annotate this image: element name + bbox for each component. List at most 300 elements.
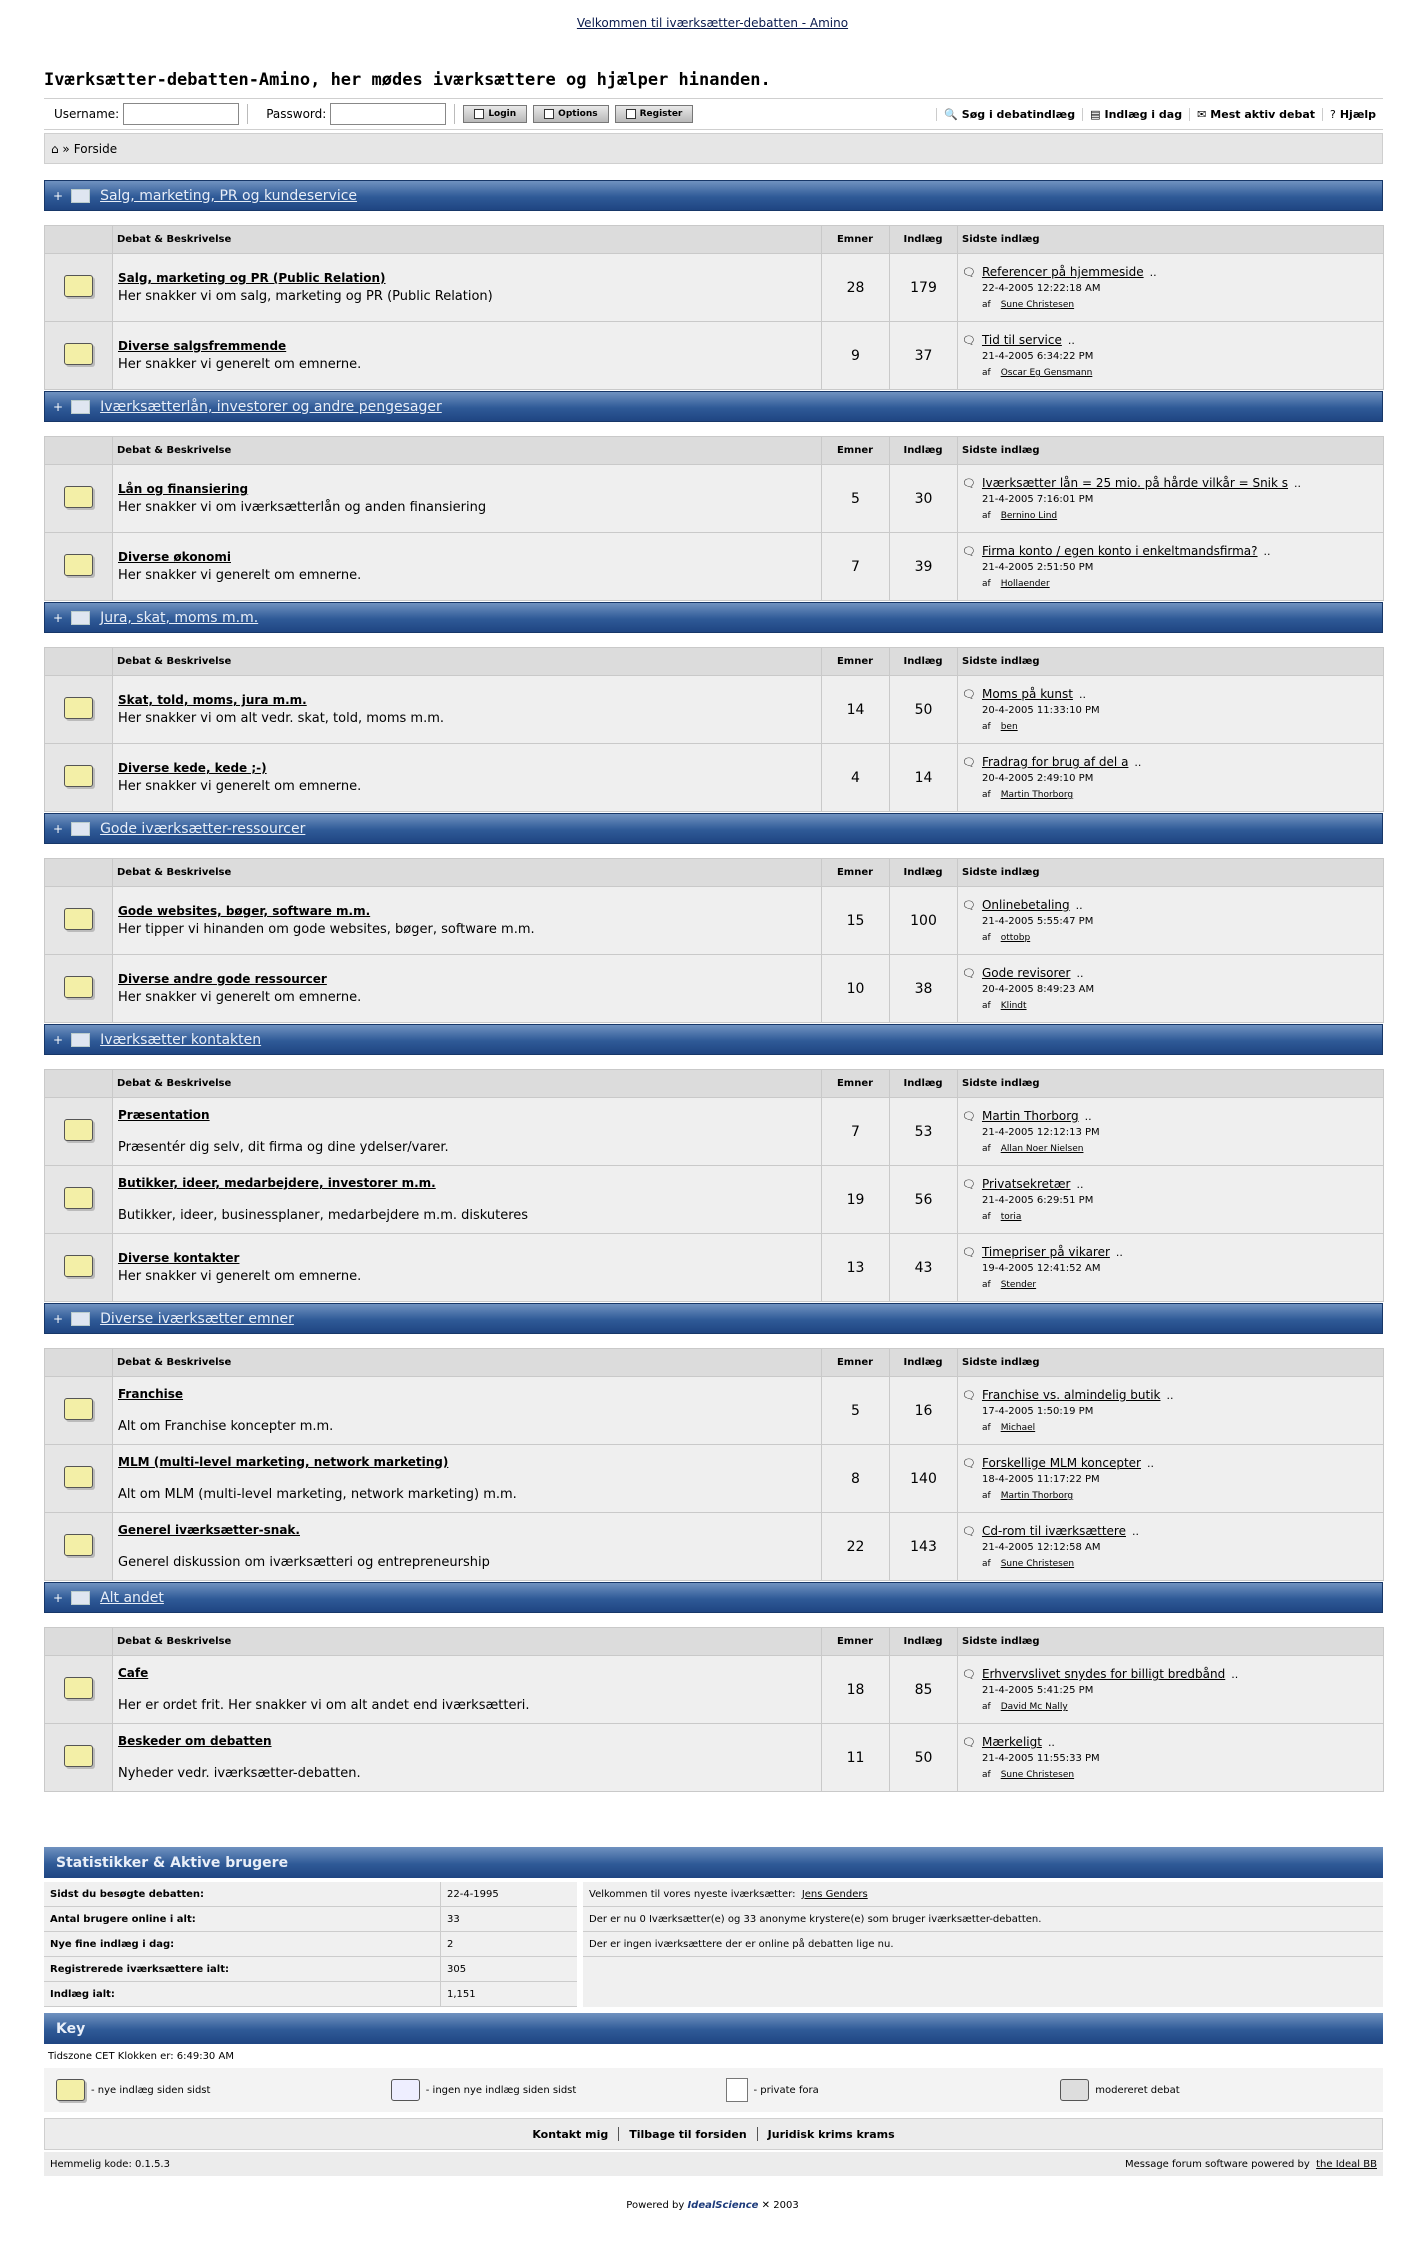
forum-name-link[interactable]: MLM (multi-level marketing, network marketing) [118, 1455, 449, 1469]
table-header [45, 1349, 1384, 1377]
posts-count: 30 [890, 465, 958, 533]
stats-row [44, 1932, 577, 1957]
forum-table [44, 436, 1384, 601]
stat-value: 1,151 [447, 1988, 476, 2000]
options-button-label: Options [558, 109, 598, 119]
legend-label: - nye indlæg siden sidst [91, 2084, 211, 2096]
posts-count: 50 [890, 676, 958, 744]
posts-count: 140 [890, 1445, 958, 1513]
by-label: af [982, 579, 991, 589]
home-icon[interactable]: ⌂ » [51, 141, 70, 156]
new-posts-icon [64, 1119, 93, 1141]
topics-count: 22 [822, 1513, 890, 1581]
header-topic: Debat & Beskrivelse [113, 226, 822, 254]
topics-count: 28 [822, 254, 890, 322]
footer-links [44, 2118, 1383, 2150]
last-post-date: 19-4-2005 12:41:52 AM [982, 1263, 1101, 1274]
by-label: af [982, 300, 991, 310]
last-post [958, 1377, 1384, 1445]
ellipsis: .. [1115, 1245, 1123, 1259]
folder-icon [71, 189, 90, 203]
forum-name-link[interactable]: Diverse kontakter [118, 1251, 240, 1265]
last-post-link[interactable]: Tid til service [981, 333, 1062, 347]
forum-table [44, 1069, 1384, 1302]
post-icon: 🗨 [962, 544, 976, 558]
author-link[interactable]: Hollaender [1000, 579, 1050, 589]
last-post-link[interactable]: Referencer på hjemmeside [981, 265, 1144, 279]
author-link[interactable]: Oscar Eg Gensmann [1000, 368, 1093, 378]
header-posts: Indlæg [890, 226, 958, 254]
header-icon-cell [45, 1349, 113, 1377]
powered-by-label: Powered by [626, 2200, 685, 2211]
topics-count: 5 [822, 1377, 890, 1445]
posts-count: 16 [890, 1377, 958, 1445]
last-post-link[interactable]: Privatsekretær [981, 1177, 1071, 1191]
header-last-post: Sidste indlæg [958, 859, 1384, 887]
forum-table [44, 647, 1384, 812]
last-post-title-row [962, 1245, 1382, 1259]
year-label: 2003 [773, 2200, 799, 2211]
author-link[interactable]: ben [1000, 722, 1018, 732]
post-icon: 🗨 [962, 1524, 976, 1538]
last-post-link[interactable]: Timepriser på vikarer [981, 1245, 1110, 1259]
stat-label: Registrerede iværksættere ialt: [44, 1957, 441, 1981]
folder-icon [71, 822, 90, 836]
header-posts: Indlæg [890, 1349, 958, 1377]
forum-name-link[interactable]: Lån og finansiering [118, 482, 249, 496]
forum-name-link[interactable]: Skat, told, moms, jura m.m. [118, 693, 307, 707]
legend-new-posts [44, 2079, 379, 2101]
last-post-link[interactable]: Moms på kunst [981, 687, 1073, 701]
forum-table [44, 225, 1384, 390]
back-home-link[interactable]: Tilbage til forsiden [629, 2127, 747, 2141]
new-posts-icon [64, 697, 93, 719]
category-title[interactable]: Jura, skat, moms m.m. [100, 609, 259, 626]
post-icon: 🗨 [962, 265, 976, 279]
table-row [45, 1166, 1384, 1234]
password-label: Password: [266, 107, 327, 121]
last-post [958, 1656, 1384, 1724]
key-header: Key [44, 2013, 1383, 2044]
post-icon: 🗨 [962, 687, 976, 701]
posts-count: 50 [890, 1724, 958, 1792]
forum-description: Her tipper vi hinanden om gode websites, bøger, software m.m. [118, 922, 535, 937]
ellipsis: .. [1076, 1177, 1084, 1191]
stats-panel [44, 1882, 1383, 2007]
forum-name-link[interactable]: Diverse økonomi [118, 550, 231, 564]
topics-count: 5 [822, 465, 890, 533]
search-posts-label: Søg i debatindlæg [961, 107, 1076, 121]
new-posts-icon [64, 343, 93, 365]
help-label: Hjælp [1339, 107, 1376, 121]
last-post-link[interactable]: Mærkeligt [981, 1735, 1042, 1749]
last-post-title-row [962, 265, 1382, 279]
forum-info [113, 1166, 822, 1234]
forum-status-cell [45, 1445, 113, 1513]
forum-name-link[interactable]: Cafe [118, 1666, 149, 1680]
forum-info [113, 1724, 822, 1792]
author-link[interactable]: toria [1000, 1212, 1022, 1222]
expand-icon[interactable]: + [53, 821, 64, 836]
last-post-title-row [962, 544, 1382, 558]
header-topics: Emner [822, 1349, 890, 1377]
last-post-title-row [962, 1735, 1382, 1749]
legend-label: - private fora [753, 2084, 819, 2096]
topics-count: 11 [822, 1724, 890, 1792]
last-post-author [982, 1144, 1382, 1154]
password-input[interactable] [330, 103, 446, 125]
last-post-author [982, 511, 1382, 521]
forum-table-wrap [44, 647, 1383, 812]
last-post [958, 955, 1384, 1023]
last-post-link[interactable]: Franchise vs. almindelig butik [981, 1388, 1161, 1402]
forum-table-wrap [44, 436, 1383, 601]
forum-status-cell [45, 465, 113, 533]
author-link[interactable]: Bernino Lind [1000, 511, 1058, 521]
table-header [45, 1070, 1384, 1098]
last-post-date: 20-4-2005 2:49:10 PM [982, 773, 1094, 784]
topics-count: 7 [822, 1098, 890, 1166]
forum-info [113, 254, 822, 322]
forum-table-wrap [44, 1348, 1383, 1581]
table-row [45, 1513, 1384, 1581]
header-topics: Emner [822, 648, 890, 676]
expand-icon[interactable]: + [53, 1032, 64, 1047]
ellipsis: .. [1067, 333, 1075, 347]
forum-table [44, 1348, 1384, 1581]
welcome-link[interactable]: Velkommen til iværksætter-debatten - Amino [576, 16, 849, 30]
table-row [45, 955, 1384, 1023]
today-posts-label: Indlæg i dag [1104, 107, 1183, 121]
forum-name-link[interactable]: Diverse andre gode ressourcer [118, 972, 327, 986]
author-link[interactable]: Stender [1000, 1280, 1037, 1290]
last-post-link[interactable]: Iværksætter lån = 25 mio. på hårde vilkår = Snik s [981, 476, 1289, 490]
forum-name-link[interactable]: Præsentation [118, 1108, 210, 1122]
forum-info [113, 1234, 822, 1302]
contact-link[interactable]: Kontakt mig [532, 2127, 609, 2141]
post-icon: 🗨 [962, 755, 976, 769]
forum-name-link[interactable]: Diverse salgsfremmende [118, 339, 287, 353]
by-label: af [982, 1702, 991, 1712]
last-post-date: 21-4-2005 6:29:51 PM [982, 1195, 1094, 1206]
by-label: af [982, 1212, 991, 1222]
new-posts-icon [64, 765, 93, 787]
expand-icon[interactable]: + [53, 610, 64, 625]
author-link[interactable]: Klindt [1000, 1001, 1027, 1011]
last-post [958, 1445, 1384, 1513]
last-post [958, 465, 1384, 533]
forum-info [113, 1445, 822, 1513]
by-label: af [982, 1491, 991, 1501]
ellipsis: .. [1047, 1735, 1055, 1749]
online-count-row: Der er nu 0 Iværksætter(e) og 33 anonyme krystere(e) som bruger iværksætter-debatten. [583, 1907, 1383, 1932]
new-posts-icon [64, 976, 93, 998]
category-title[interactable]: Iværksætter kontakten [100, 1031, 262, 1048]
header-icon-cell [45, 226, 113, 254]
last-post-title-row [962, 1109, 1382, 1123]
stats-row [44, 1882, 577, 1907]
login-button-label: Login [488, 109, 517, 119]
header-posts: Indlæg [890, 1070, 958, 1098]
forum-name-link[interactable]: Franchise [118, 1387, 184, 1401]
forum-description: Her snakker vi generelt om emnerne. [118, 357, 362, 372]
topics-count: 19 [822, 1166, 890, 1234]
last-post-title-row [962, 476, 1382, 490]
forum-info [113, 955, 822, 1023]
author-link[interactable]: Sune Christesen [1000, 300, 1075, 310]
forum-description: Alt om Franchise koncepter m.m. [118, 1419, 334, 1434]
last-post-link[interactable]: Fradrag for brug af del a [981, 755, 1129, 769]
header-last-post: Sidste indlæg [958, 1628, 1384, 1656]
last-post-date: 21-4-2005 5:55:47 PM [982, 916, 1094, 927]
category-title[interactable]: Iværksætterlån, investorer og andre pengesager [100, 398, 442, 415]
last-post [958, 1513, 1384, 1581]
forum-info [113, 744, 822, 812]
legend-private [714, 2078, 1049, 2102]
header-topic: Debat & Beskrivelse [113, 648, 822, 676]
newest-user-row [583, 1882, 1383, 1907]
category-header [44, 1582, 1383, 1613]
forum-status-cell [45, 1377, 113, 1445]
forum-description: Nyheder vedr. iværksætter-debatten. [118, 1766, 361, 1781]
forum-description: Her snakker vi generelt om emnerne. [118, 1269, 362, 1284]
topics-count: 13 [822, 1234, 890, 1302]
newest-user-link[interactable]: Jens Genders [801, 1888, 868, 1900]
header-icon-cell [45, 1070, 113, 1098]
last-post [958, 533, 1384, 601]
stats-table [44, 1882, 577, 2007]
legend-moderated [1048, 2079, 1383, 2101]
post-icon: 🗨 [962, 333, 976, 347]
last-post-link[interactable]: Forskellige MLM koncepter [981, 1456, 1141, 1470]
forum-info [113, 887, 822, 955]
stat-value: 22-4-1995 [447, 1888, 499, 1900]
topics-count: 18 [822, 1656, 890, 1724]
forum-name-link[interactable]: Diverse kede, kede ;-) [118, 761, 267, 775]
author-link[interactable]: Sune Christesen [1000, 1770, 1075, 1780]
author-link[interactable]: Michael [1000, 1423, 1036, 1433]
forum-name-link[interactable]: Salg, marketing og PR (Public Relation) [118, 271, 386, 285]
stat-value: 33 [447, 1913, 460, 1925]
expand-icon[interactable]: + [53, 1590, 64, 1605]
forum-info [113, 1656, 822, 1724]
header-icon-cell [45, 648, 113, 676]
last-post-link[interactable]: Cd-rom til iværksættere [981, 1524, 1126, 1538]
author-link[interactable]: David Mc Nally [1000, 1702, 1068, 1712]
table-header [45, 437, 1384, 465]
last-post [958, 1724, 1384, 1792]
category-title[interactable]: Diverse iværksætter emner [100, 1310, 294, 1327]
last-post-author [982, 1423, 1382, 1433]
register-button[interactable] [615, 105, 694, 123]
username-input[interactable] [123, 103, 239, 125]
new-posts-icon [64, 1398, 93, 1420]
topics-count: 9 [822, 322, 890, 390]
forum-name-link[interactable]: Butikker, ideer, medarbejdere, investorer m.m. [118, 1176, 436, 1190]
ellipsis: .. [1084, 1109, 1092, 1123]
table-header [45, 859, 1384, 887]
stat-label: Indlæg ialt: [44, 1982, 441, 2006]
forum-info [113, 1377, 822, 1445]
header-last-post: Sidste indlæg [958, 437, 1384, 465]
topics-count: 8 [822, 1445, 890, 1513]
brand-logo[interactable]: IdealScience [687, 2200, 759, 2211]
search-posts-link[interactable] [936, 108, 1082, 121]
author-link[interactable]: Sune Christesen [1000, 1559, 1075, 1569]
new-posts-icon [64, 1534, 93, 1556]
ellipsis: .. [1078, 687, 1086, 701]
new-posts-icon [64, 554, 93, 576]
header-icon-cell [45, 859, 113, 887]
forum-status-cell [45, 744, 113, 812]
help-link[interactable] [1322, 108, 1383, 121]
stats-row [44, 1982, 577, 2007]
separator [454, 104, 455, 124]
header-topics: Emner [822, 437, 890, 465]
document-icon: ▤ [1090, 107, 1101, 121]
table-row [45, 1377, 1384, 1445]
expand-icon[interactable]: + [53, 188, 64, 203]
forum-table [44, 1627, 1384, 1792]
timezone-info: Tidszone CET Klokken er: 6:49:30 AM [48, 2050, 234, 2062]
last-post-title-row [962, 333, 1382, 347]
icon-legend [44, 2068, 1383, 2112]
forum-status-cell [45, 533, 113, 601]
last-post-title-row [962, 1177, 1382, 1191]
login-icon [474, 109, 484, 119]
header-last-post: Sidste indlæg [958, 1070, 1384, 1098]
category-title[interactable]: Gode iværksætter-ressourcer [100, 820, 306, 837]
header-topics: Emner [822, 859, 890, 887]
forum-info [113, 322, 822, 390]
by-label: af [982, 1423, 991, 1433]
forum-name-link[interactable]: Generel iværksætter-snak. [118, 1523, 300, 1537]
table-row [45, 1098, 1384, 1166]
last-post-date: 20-4-2005 11:33:10 PM [982, 705, 1100, 716]
last-post-date: 18-4-2005 11:17:22 PM [982, 1474, 1100, 1485]
table-header [45, 1628, 1384, 1656]
posts-count: 53 [890, 1098, 958, 1166]
ideal-bb-link[interactable]: the Ideal BB [1316, 2158, 1377, 2170]
last-post-date: 17-4-2005 1:50:19 PM [982, 1406, 1094, 1417]
legal-link[interactable]: Juridisk krims krams [767, 2127, 895, 2141]
chat-icon: ✉ [1197, 107, 1207, 121]
by-label: af [982, 368, 991, 378]
last-post-link[interactable]: Firma konto / egen konto i enkeltmandsfirma? [981, 544, 1258, 558]
header-posts: Indlæg [890, 859, 958, 887]
header-topic: Debat & Beskrivelse [113, 1349, 822, 1377]
by-label: af [982, 1559, 991, 1569]
new-posts-icon [64, 275, 93, 297]
header-last-post: Sidste indlæg [958, 226, 1384, 254]
secret-code: Hemmelig kode: 0.1.5.3 [50, 2158, 170, 2170]
category-header [44, 813, 1383, 844]
ellipsis: .. [1076, 966, 1084, 980]
category-header [44, 602, 1383, 633]
by-label: af [982, 1144, 991, 1154]
last-post-link[interactable]: Onlinebetaling [981, 898, 1070, 912]
powered-text-label: Message forum software powered by [1125, 2158, 1310, 2170]
table-header [45, 648, 1384, 676]
author-link[interactable]: Martin Thorborg [1000, 790, 1074, 800]
powered-text [1125, 2159, 1377, 2170]
forum-name-link[interactable]: Beskeder om debatten [118, 1734, 272, 1748]
options-icon [544, 109, 554, 119]
post-icon: 🗨 [962, 898, 976, 912]
table-row [45, 465, 1384, 533]
last-post-author [982, 722, 1382, 732]
login-button[interactable] [463, 105, 527, 123]
by-label: af [982, 1001, 991, 1011]
forum-info [113, 1513, 822, 1581]
today-posts-link[interactable] [1082, 108, 1189, 121]
table-row [45, 887, 1384, 955]
new-posts-icon [64, 1466, 93, 1488]
post-icon: 🗨 [962, 1109, 976, 1123]
last-post-author [982, 1559, 1382, 1569]
header-topic: Debat & Beskrivelse [113, 437, 822, 465]
by-label: af [982, 511, 991, 521]
last-post-link[interactable]: Martin Thorborg [981, 1109, 1079, 1123]
by-label: af [982, 790, 991, 800]
post-icon: 🗨 [962, 1388, 976, 1402]
new-posts-icon [64, 1745, 93, 1767]
forum-description: Generel diskussion om iværksætteri og entrepreneurship [118, 1555, 490, 1570]
author-link[interactable]: Allan Noer Nielsen [1000, 1144, 1084, 1154]
options-button[interactable] [533, 105, 608, 123]
last-post-title-row [962, 1388, 1382, 1402]
register-button-label: Register [639, 109, 683, 119]
table-row [45, 533, 1384, 601]
header-posts: Indlæg [890, 437, 958, 465]
forum-status-cell [45, 1234, 113, 1302]
forum-table-wrap [44, 225, 1383, 390]
stats-header: Statistikker & Aktive brugere [44, 1847, 1383, 1878]
author-link[interactable]: Martin Thorborg [1000, 1491, 1074, 1501]
header-topic: Debat & Beskrivelse [113, 859, 822, 887]
stat-value: 2 [447, 1938, 454, 1950]
breadcrumb-home[interactable]: Forside [73, 141, 118, 156]
ellipsis: .. [1147, 1456, 1154, 1470]
table-row [45, 1724, 1384, 1792]
expand-icon[interactable]: + [53, 399, 64, 414]
last-post-link[interactable]: Erhvervslivet snydes for billigt bredbånd [981, 1667, 1226, 1681]
expand-icon[interactable]: + [53, 1311, 64, 1326]
forum-description: Her snakker vi om alt vedr. skat, told, moms m.m. [118, 711, 445, 726]
category-title[interactable]: Alt andet [100, 1589, 164, 1606]
last-post-link[interactable]: Gode revisorer [981, 966, 1071, 980]
last-post [958, 1234, 1384, 1302]
forum-description: Her snakker vi generelt om emnerne. [118, 990, 362, 1005]
forum-info [113, 1098, 822, 1166]
posts-count: 85 [890, 1656, 958, 1724]
last-post-date: 21-4-2005 5:41:25 PM [982, 1685, 1094, 1696]
author-link[interactable]: ottobp [1000, 933, 1031, 943]
table-row [45, 1234, 1384, 1302]
forum-status-cell [45, 1098, 113, 1166]
new-posts-icon [64, 908, 93, 930]
category-header [44, 1024, 1383, 1055]
tool-links [936, 108, 1383, 121]
most-active-link[interactable] [1189, 108, 1322, 121]
posts-count: 179 [890, 254, 958, 322]
last-post-date: 20-4-2005 8:49:23 AM [982, 984, 1095, 995]
header-topic: Debat & Beskrivelse [113, 1628, 822, 1656]
category-title[interactable]: Salg, marketing, PR og kundeservice [100, 187, 358, 204]
header-topics: Emner [822, 1628, 890, 1656]
forum-name-link[interactable]: Gode websites, bøger, software m.m. [118, 904, 371, 918]
site-title: Iværksætter-debatten-Amino, her mødes iværksættere og hjælper hinanden. [44, 70, 771, 90]
